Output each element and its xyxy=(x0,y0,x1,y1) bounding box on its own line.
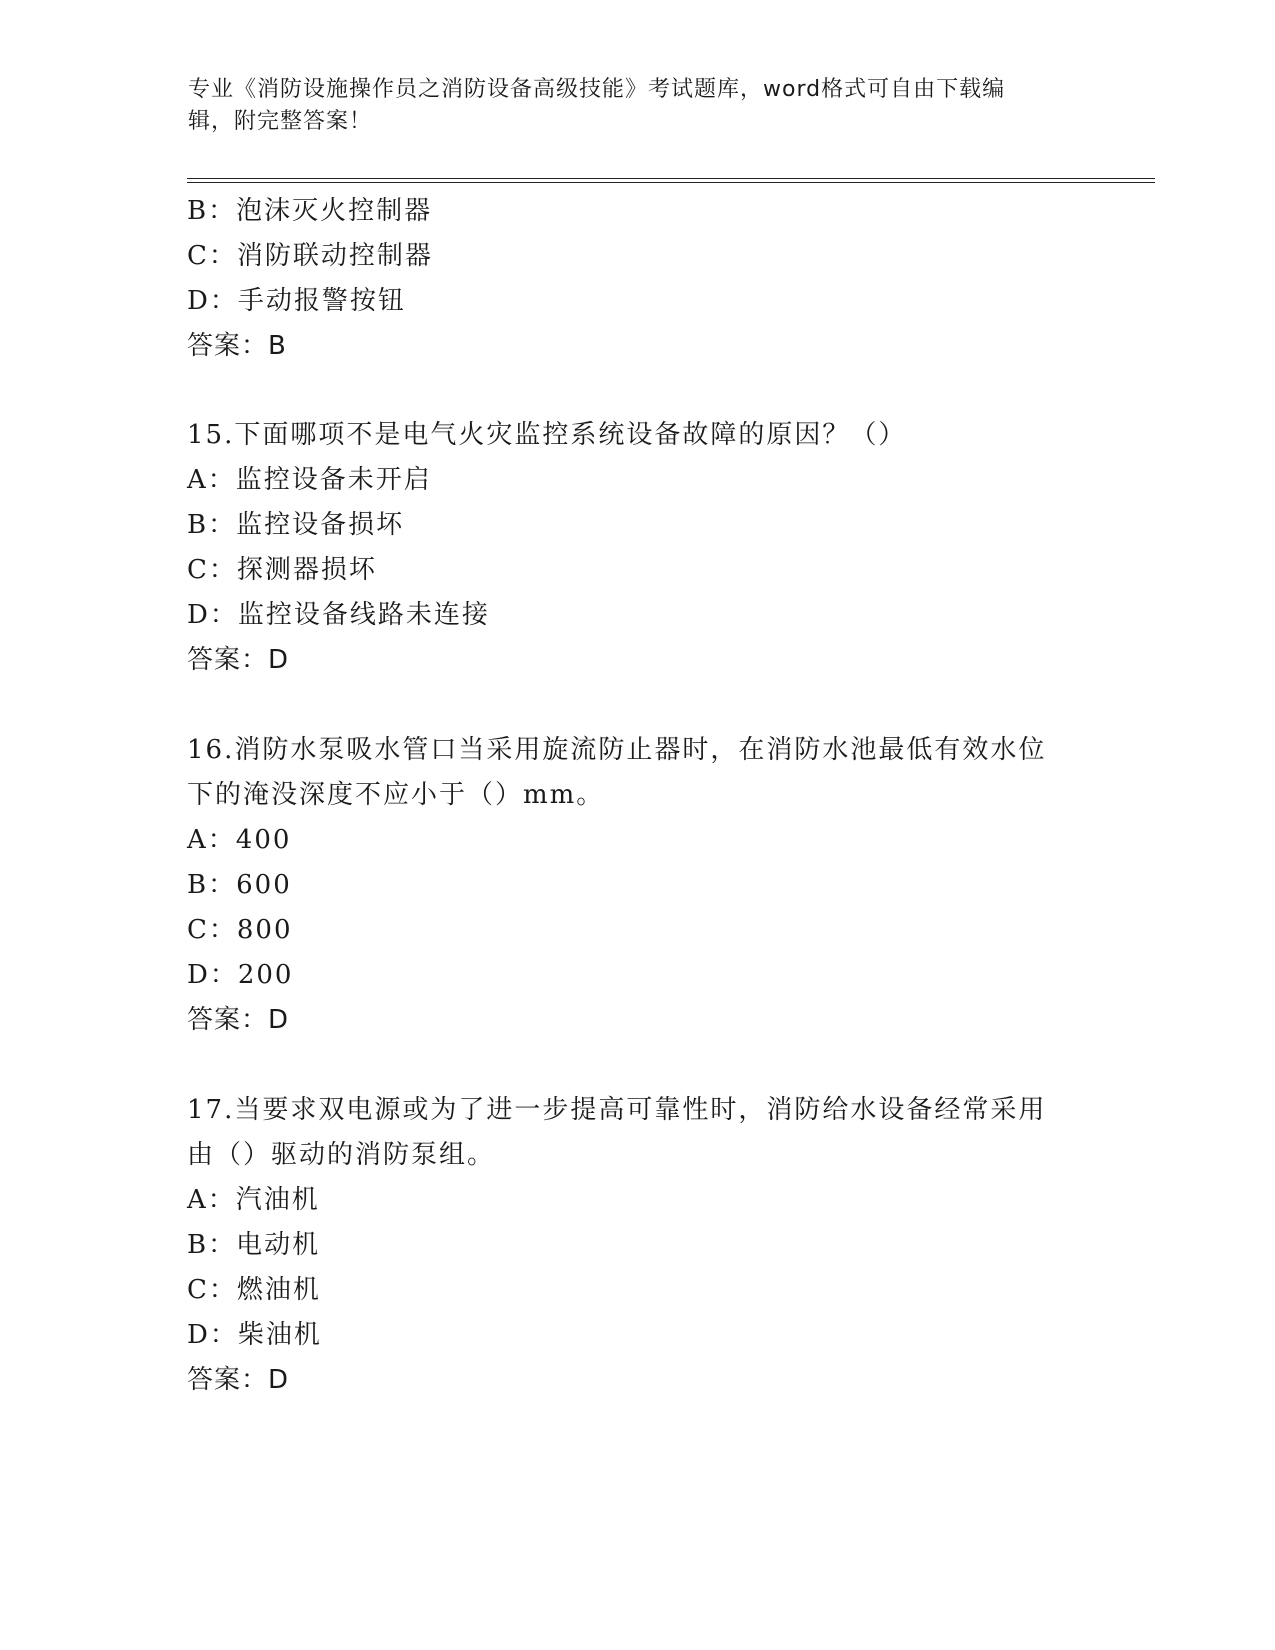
q14-option-c: C：消防联动控制器 xyxy=(187,241,433,271)
document-header xyxy=(188,74,1068,138)
q17-answer: 答案：D xyxy=(187,1365,290,1395)
q17-option-c: C：燃油机 xyxy=(187,1275,321,1305)
q16-option-b: B：600 xyxy=(187,870,292,900)
q16-answer: 答案：D xyxy=(187,1005,290,1035)
q16-stem-line-1: 16.消防水泵吸水管口当采用旋流防止器时，在消防水池最低有效水位 xyxy=(187,735,1047,765)
q15-stem: 15.下面哪项不是电气火灾监控系统设备故障的原因？（） xyxy=(187,420,907,450)
q17-stem-line-2: 由（）驱动的消防泵组。 xyxy=(187,1140,496,1170)
q16-stem-line-2: 下的淹没深度不应小于（）mm。 xyxy=(187,780,605,810)
q15-option-d: D：监控设备线路未连接 xyxy=(187,600,490,630)
q14-option-d: D：手动报警按钮 xyxy=(187,286,406,316)
header-line-2: 辑，附完整答案！ xyxy=(188,109,373,134)
q14-option-b: B：泡沫灭火控制器 xyxy=(187,196,433,226)
q15-answer: 答案：D xyxy=(187,645,290,675)
q15-option-b: B：监控设备损坏 xyxy=(187,510,405,540)
header-line-1: 专业《消防设施操作员之消防设备高级技能》考试题库，word格式可自由下载编 xyxy=(188,77,1006,102)
q15-option-c: C：探测器损坏 xyxy=(187,555,377,585)
q16-option-c: C：800 xyxy=(187,915,293,945)
q17-option-d: D：柴油机 xyxy=(187,1320,322,1350)
header-rule-top xyxy=(187,178,1155,179)
q14-answer: 答案：B xyxy=(187,331,287,361)
q16-option-d: D：200 xyxy=(187,960,294,990)
q15-option-a: A：监控设备未开启 xyxy=(187,465,432,495)
q16-option-a: A：400 xyxy=(187,825,292,855)
q17-stem-line-1: 17.当要求双电源或为了进一步提高可靠性时，消防给水设备经常采用 xyxy=(187,1095,1047,1125)
q17-option-a: A：汽油机 xyxy=(187,1185,320,1215)
q17-option-b: B：电动机 xyxy=(187,1230,321,1260)
header-rule-bottom xyxy=(187,182,1155,183)
